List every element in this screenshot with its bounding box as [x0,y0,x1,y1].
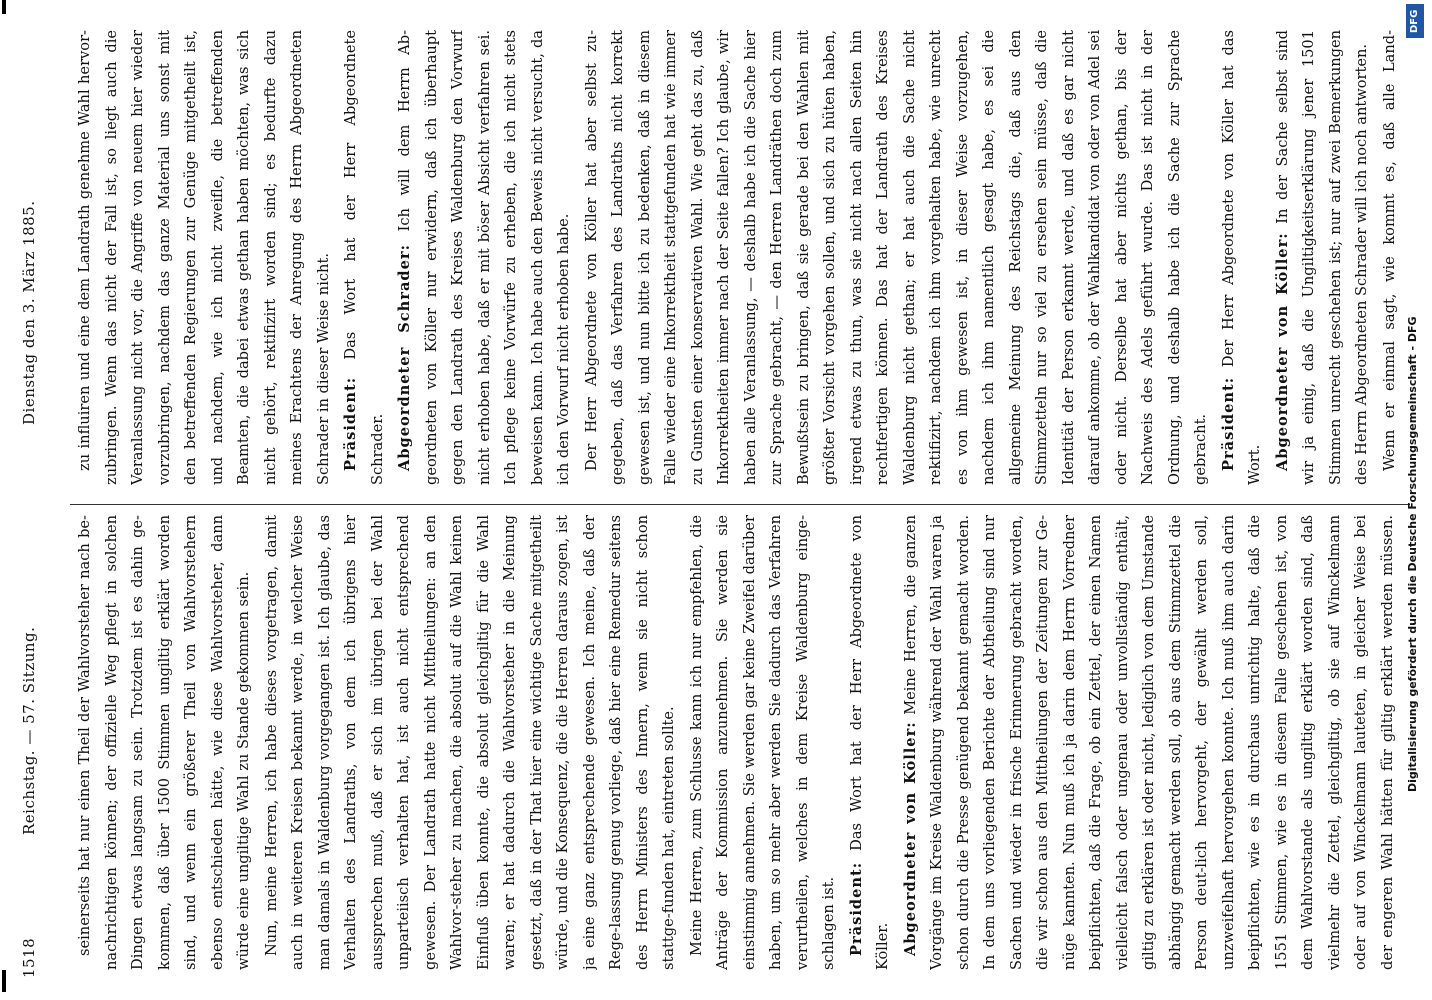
digitization-note [1406,316,1422,792]
speaker-name: Präsident: [847,861,865,956]
paragraph [1270,30,1376,485]
speaker-name: Abgeordneter von Köller: [1273,232,1291,471]
paragraph [72,515,258,970]
header-right-title: Dienstag den 3. März 1885. [20,200,38,425]
digitization-note-text: Digitalisierung gefördert durch die Deutsche Forschungsgemeinschaft - DFG [1406,316,1419,792]
speaker-name: Präsident: [342,376,359,471]
speaker-name: Abgeordneter von Köller: [901,721,919,956]
right-text-column [72,30,1402,485]
paragraph [898,515,1403,970]
paragraph [1216,30,1269,485]
column-divider [70,504,1410,505]
left-text-column [72,515,1402,970]
paragraph-text: Meine Herren, die ganzen Vorgänge im Kreise Waldenburg während der Wahl waren ja schon durch die Presse genügend bekannt gemacht worden. In dem uns vorliegenden Berichte der Abtheilung sind nur Sachen und wieder in frische Erinnerung gebracht worden, die wir schon aus den Mittheilungen der Zeitungen zur Ge-nüge kannten. Nun muß ich ja darin dem Herrn Vorredner beipflichten, daß die Frage, ob ein Zettel, der einen Namen vielleicht falsch oder ungenau oder unvollständig enthält, giltig zu erklären ist oder nicht, lediglich von dem Umstande abhängig gemacht werden soll, ob aus dem Stimmzettel die Person deut-lich hervorgeht, der gewählt werden soll, unzweifelhaft hervorgehen konnte. Ich muß ihm auch darin beipflichten, wie es in durchaus unrichtig halte, daß die 1551 Stimmen, wie es in diesem Falle geschehen ist, von dem Wahlvorstande als ungiltig erklärt worden sind, daß vielmehr die Zettel, gleichgiltig, ob sie auf Winckelmann oder auf von Winckelmann lauteten, in gleicher Weise bei der engeren Wahl hätten für giltig erklärt werden müssen. [901,515,1396,970]
running-header [8,0,48,1000]
paragraph [338,30,391,485]
paragraph-text: Nun, meine Herren, ich habe dieses vorgetragen, damit auch in weiteren Kreisen bekannt werde, in welcher Weise man damals in Waldenburg vorgegangen ist. Ich glaube, das Verhalten des Landraths, von dem ich übrigens hier aussprechen muß, daß er sich im übrigen bei der Wahl unparteiisch verhalten hat, ist auch nicht entsprechend gewesen. Der Landrath hatte nicht Mittheilungen: an den Wahlvor-steher zu machen, die absolut auf die Wahl keinen Einfluß üben konnte, die absolut gleichgiltig für die Wahl waren; er hat dadurch die Wahlvorsteher in die Meinung gesetzt, daß in der That hier eine wichtige Sache mitgetheilt würde, und die Konsequenz, die die Herren daraus zogen, ist ja eine ganz entsprechende gewesen. Ich meine, daß der Rege-lassung genug vorliege, daß hier eine Remedur seitens des Herrn Ministers des Innern, wenn sie nicht schon stattge-funden hat, eintreten sollte. [262,515,677,970]
paragraph [579,30,1215,485]
speaker-name: Präsident: [1219,376,1237,471]
paragraph-text: Der Herr Abgeordnete von Köller hat aber selbst zu-gegeben, daß das Verfahren des Landraths nicht korrekt gewesen ist, und nun bitte ich zu bedenken, daß in diesem Falle wieder eine Inkorrektheit stattgefunden hat wie immer zu Gunsten einer konservativen Wahl. Wie geht das zu, daß Inkorrektheiten immer nach der Seite fallen? Ich glaube, wir haben alle Veranlassung, — deshalb habe ich die Sache hier zur Sprache gebracht, — den Herren Landräthen doch zum Bewußtsein zu bringen, daß sie gerade bei den Wahlen mit größter Vorsicht vorgehen sollen, und sich zu hüten haben, irgend etwas zu thun, was sie nicht nach allen Seiten hin rechtfertigen können. Das hat der Landrath des Kreises Waldenburg nicht gethan; er hat auch die Sache nicht rektifizirt, nachdem ich ihm vorgehalten habe, wie unrecht es von ihm gewesen ist, in dieser Weise vorzugehen, nachdem ich ihm namentlich gesagt habe, es sei die allgemeine Meinung des Reichstags die, daß aus den Stimmzetteln nur so viel zu ersehen sein müsse, daß die Identität der Person erkannt werde, und daß es gar nicht darauf ankomme, ob der Wahlkandidat von oder von Adel sei oder nicht. Derselbe hat aber nichts gethan, bis der Nachweis des Adels geführt wurde. Das ist nicht in der Ordnung, und deshalb habe ich die Sache zur Sprache gebracht. [582,30,1209,485]
paragraph [72,30,337,485]
page-number: 1518 [20,937,38,978]
speaker-name: Abgeordneter Schrader: [396,243,413,471]
paragraph-text: Der Herr Abgeordnete von Köller hat das Wort. [1219,30,1263,485]
paragraph-text: Das Wort hat der Herr Abgeordnete Schrader. [342,30,386,485]
paragraph-text: Das Wort hat der Herr Abgeordnete von Köller. [847,515,891,970]
paragraph-text: zu influiren und eine dem Landrath genehme Wahl hervor-zubringen. Wenn das nicht der Fall ist, so liegt auch die Veranlassung nicht vor, die Angriffe von neuem hier wieder vorzubringen, nachdem das ganze Material uns sonst mit den betreffenden Regierungen zur Genüge mitgetheilt ist, und nachdem, wie ich nicht zweifle, die betreffenden Beamten, die dabei etwas gethan haben möchten, was sich nicht gehört, rektifizirt worden sind; es bedurfte dazu meines Erachtens der Anregung des Herrn Abgeordneten Schrader in dieser Weise nicht. [76,30,332,485]
paragraph-text: Meine Herren, zum Schlusse kann ich nur empfehlen, die Anträge der Kommission anzunehmen. Sie werden sie einstimmig annehmen. Sie werden gar keine Zweifel darüber haben, um so mehr aber werden Sie dadurch das Verfahren verurtheilen, welches in dem Kreise Waldenburg einge-schlagen ist. [687,515,837,970]
paragraph [392,30,578,485]
dfg-logo-icon: DFG [1406,4,1424,38]
paragraph [1377,30,1403,485]
paragraph [259,515,683,970]
paragraph-text: seinerseits hat nur einen Theil der Wahlvorsteher nach be-nachrichtigen können; der offizielle Weg pflegt in solchen Dingen etwas langsam zu sein. Trotzdem ist es dahin ge-kommen, daß über 1500 Stimmen ungiltig erklärt worden sind, und wenn ein größerer Theil von Wahlvorstehern ebenso entschieden hätte, wie diese Wahlvorsteher, dann würde eine ungiltige Wahl zu Stande gekommen sein. [76,515,252,970]
paragraph [844,515,897,970]
paragraph-text: In der Sache selbst sind wir ja einig, daß die Ungiltigkeitserklärung jener 1501 Stimmen unrecht geschehen ist; nur auf zwei Bemerkungen des Herrn Abgeordneten Schrader will ich noch antworten. [1273,30,1370,485]
paragraph-text: Ich will dem Herrn Ab-geordneten von Köller nur erwidern, daß ich überhaupt gegen den Landrath des Kreises Waldenburg den Vorwurf nicht erhoben habe, daß er mit böser Absicht verfahren sei. Ich pflege keine Vorwürfe zu erheben, die ich nicht stets beweisen kann. Ich habe auch den Beweis nicht versucht, da ich den Vorwurf nicht erhoben habe. [396,30,572,485]
header-left-title: Reichstag. — 57. Sitzung. [20,626,38,835]
paragraph [684,515,843,970]
paragraph-text: Wenn er einmal sagt, wie kommt es, daß alle Land- [1380,30,1398,471]
